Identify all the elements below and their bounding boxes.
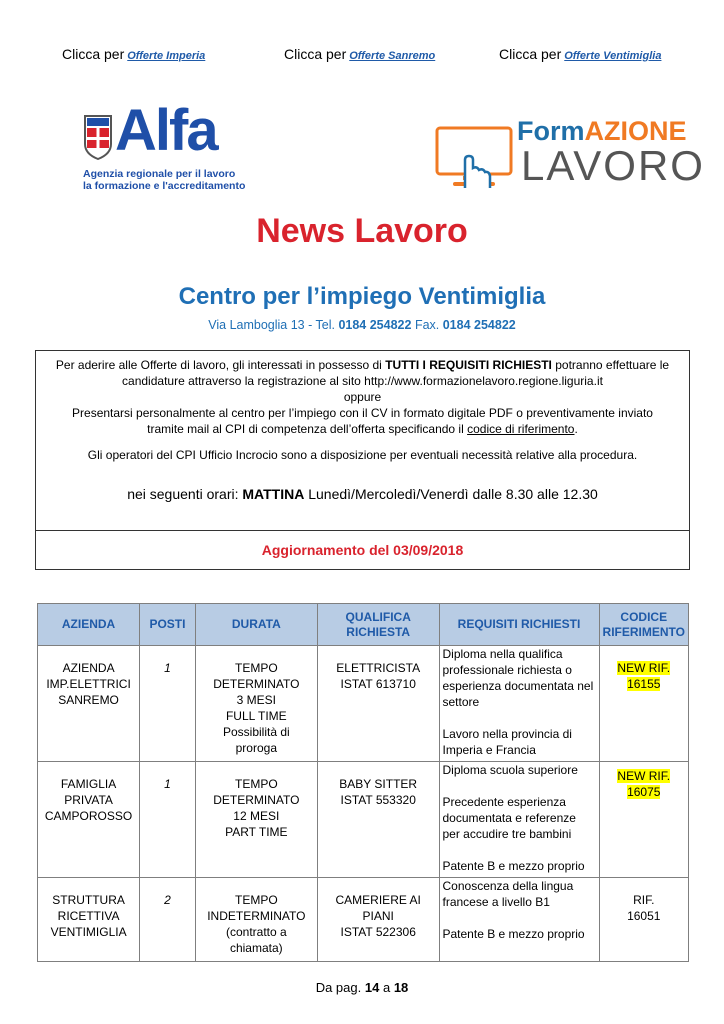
- footer-prefix: Da pag.: [315, 980, 362, 995]
- cell-requisiti: Diploma scuola superiore Precedente esperienza documentata e referenze per accudire tre bambini Patente B e mezzo proprio: [439, 762, 599, 878]
- page-footer: [0, 980, 724, 995]
- header-azienda: AZIENDA: [38, 604, 140, 646]
- cell-qualifica: CAMERIERE AI PIANI ISTAT 522306: [317, 878, 439, 962]
- top-link-prefix: Clicca per: [499, 46, 562, 62]
- footer-page-from: 14: [364, 980, 380, 995]
- table-row: [38, 878, 689, 962]
- aggiornamento-box: [35, 530, 690, 570]
- alfa-subtitle-line-2: la formazione e l'accreditamento: [83, 180, 246, 192]
- table-row: [38, 646, 689, 762]
- cell-qualifica: BABY SITTER ISTAT 553320: [317, 762, 439, 878]
- monitor-hand-icon: [435, 126, 513, 190]
- orari-line: nei seguenti orari: MATTINA Lunedì/Mercoledì/Venerdì dalle 8.30 alle 12.30: [127, 486, 598, 502]
- lavoro-wordmark: LAVORO: [521, 142, 705, 189]
- centro-title: Centro per l’impiego Ventimiglia: [178, 283, 546, 310]
- fax-label: Fax.: [414, 318, 440, 332]
- footer-page-to: 18: [393, 980, 409, 995]
- formazione-lavoro-logo: [435, 116, 705, 194]
- info-line-5: tramite mail al CPI di competenza dell’offerta specificando il codice di riferimento.: [147, 422, 578, 436]
- top-link-prefix: Clicca per: [284, 46, 347, 62]
- form-text: Form: [517, 116, 585, 146]
- cell-azienda: STRUTTURA RICETTIVA VENTIMIGLIA: [38, 878, 140, 962]
- info-line-1: Per aderire alle Offerte di lavoro, gli interessati in possesso di TUTTI I REQUISITI RICHIESTI potranno effettuare le: [55, 358, 670, 372]
- alfa-subtitle-line-1: Agenzia regionale per il lavoro: [83, 168, 236, 180]
- table-header-row: [38, 604, 689, 646]
- centro-address: [0, 318, 724, 332]
- cell-codice: NEW RIF. 16075: [599, 762, 688, 878]
- cell-posti: 1: [140, 646, 196, 762]
- cell-posti: 2: [140, 878, 196, 962]
- cell-codice: NEW RIF. 16155: [599, 646, 688, 762]
- fax-number: 0184 254822: [442, 318, 516, 332]
- cell-qualifica: ELETTRICISTA ISTAT 613710: [317, 646, 439, 762]
- formazione-wordmark: [517, 118, 687, 145]
- liguria-shield-icon: [83, 114, 113, 160]
- header-qualifica: QUALIFICA RICHIESTA: [317, 604, 439, 646]
- aggiornamento-text: Aggiornamento del 03/09/2018: [261, 542, 464, 558]
- info-line-2: candidature attraverso la registrazione al sito http://www.formazionelavoro.regione.liguria.it: [122, 374, 603, 388]
- top-links: [0, 46, 724, 66]
- offerte-imperia-link[interactable]: Offerte Imperia: [127, 50, 206, 62]
- alfa-subtitle: [83, 168, 245, 192]
- info-line-6: Gli operatori del CPI Ufficio Incrocio sono a disposizione per eventuali necessità relative alla procedura.: [87, 448, 638, 462]
- table-row: [38, 762, 689, 878]
- cell-requisiti: Conoscenza della lingua francese a livello B1 Patente B e mezzo proprio: [439, 878, 599, 962]
- header-durata: DURATA: [195, 604, 317, 646]
- header-requisiti: REQUISITI RICHIESTI: [439, 604, 599, 646]
- address-text: Via Lamboglia 13 - Tel.: [208, 318, 335, 332]
- alfa-wordmark: Alfa: [115, 98, 217, 163]
- cell-posti: 1: [140, 762, 196, 878]
- cell-codice: RIF. 16051: [599, 878, 688, 962]
- azione-text: AZIONE: [584, 116, 687, 146]
- top-link-sanremo: [284, 46, 435, 62]
- footer-mid: a: [382, 980, 391, 995]
- cell-azienda: AZIENDA IMP.ELETTRICI SANREMO: [38, 646, 140, 762]
- header-posti: POSTI: [140, 604, 196, 646]
- page-title: News Lavoro: [256, 212, 468, 250]
- info-line-4: Presentarsi personalmente al centro per l’impiego con il CV in formato digitale PDF o preventivamente inviato: [72, 406, 653, 420]
- alfa-logo: [83, 98, 253, 192]
- info-line-3: oppure: [343, 390, 382, 404]
- cell-durata: TEMPO DETERMINATO 12 MESI PART TIME: [195, 762, 317, 878]
- jobs-table: [37, 603, 689, 962]
- cell-durata: TEMPO DETERMINATO 3 MESI FULL TIME Possibilità di proroga: [195, 646, 317, 762]
- cell-durata: TEMPO INDETERMINATO (contratto a chiamata): [195, 878, 317, 962]
- header-codice: CODICE RIFERIMENTO: [599, 604, 688, 646]
- tel-number: 0184 254822: [338, 318, 412, 332]
- cell-requisiti: Diploma nella qualifica professionale richiesta o esperienza documentata nel settore Lavoro nella provincia di Imperia e Francia: [439, 646, 599, 762]
- top-link-prefix: Clicca per: [62, 46, 125, 62]
- top-link-ventimiglia: [499, 46, 661, 62]
- offerte-ventimiglia-link[interactable]: Offerte Ventimiglia: [564, 50, 662, 62]
- info-box: [35, 350, 690, 531]
- top-link-imperia: [62, 46, 205, 62]
- offerte-sanremo-link[interactable]: Offerte Sanremo: [349, 50, 436, 62]
- cell-azienda: FAMIGLIA PRIVATA CAMPOROSSO: [38, 762, 140, 878]
